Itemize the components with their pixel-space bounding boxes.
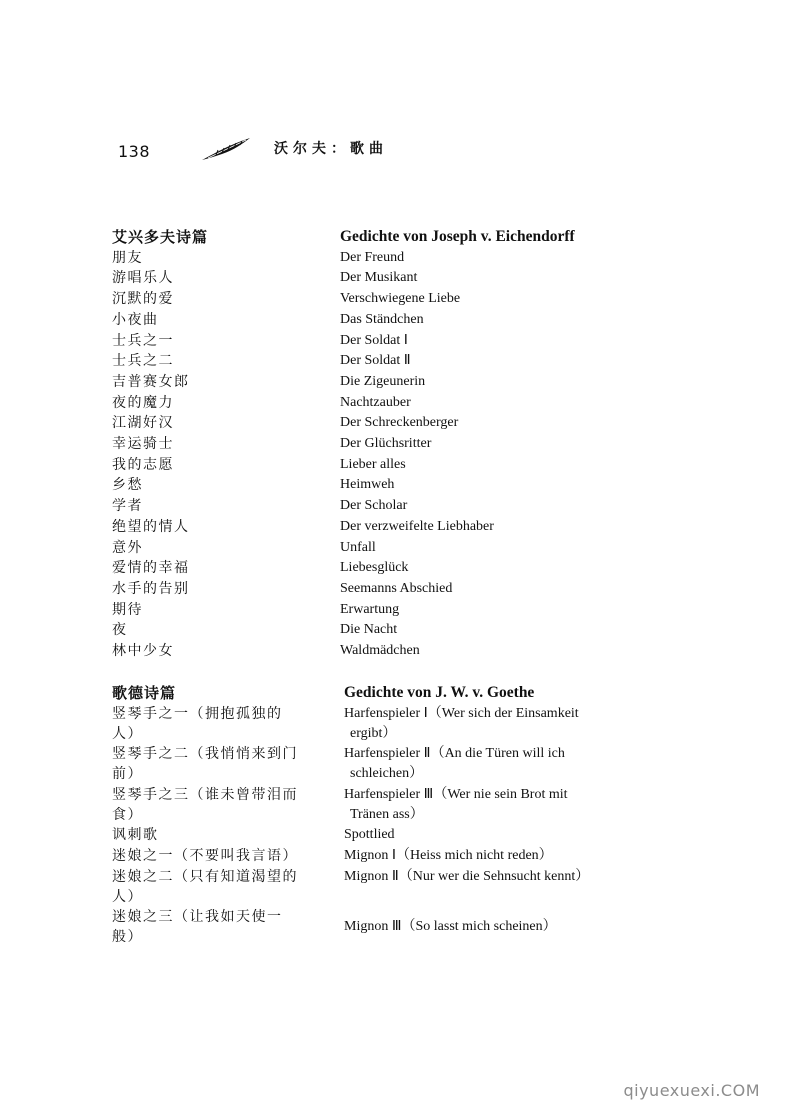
heading-chinese: 艾兴多夫诗篇: [112, 228, 209, 246]
title-chinese: [112, 907, 328, 947]
title-german: Waldmädchen: [340, 643, 420, 659]
title-chinese: 士兵之二: [112, 353, 174, 370]
heading-german: Gedichte von Joseph v. Eichendorff: [340, 228, 575, 245]
list-item: [112, 268, 672, 289]
title-german: Der Glüchsritter: [340, 436, 432, 452]
list-item: [112, 413, 672, 434]
heading-chinese: 歌德诗篇: [112, 684, 177, 702]
title-german-line: Tränen ass）: [350, 806, 424, 822]
title-chinese: 士兵之一: [112, 332, 174, 349]
list-item: [112, 825, 672, 845]
heading-german: Gedichte von J. W. v. Goethe: [344, 684, 535, 701]
title-chinese: 幸运骑士: [112, 436, 174, 453]
title-german-line: schleichen）: [350, 766, 424, 782]
title-chinese: 吉普赛女郎: [112, 373, 190, 390]
title-german: Erwartung: [340, 601, 400, 617]
title-chinese: 小夜曲: [112, 311, 159, 328]
section-heading: [112, 683, 672, 703]
title-german: Mignon Ⅰ（Heiss mich nicht reden）: [344, 847, 553, 863]
list-item: [112, 704, 672, 744]
title-german: Spottlied: [344, 827, 395, 843]
title-german-line: Mignon Ⅲ（So lasst mich scheinen）: [344, 919, 557, 935]
title-chinese: 江湖好汉: [112, 415, 174, 432]
title-chinese: 爱情的幸福: [112, 560, 190, 577]
title-german-line: Harfenspieler Ⅱ（An die Türen will ich: [344, 746, 565, 762]
title-chinese: 意外: [112, 539, 143, 556]
list-item: [112, 289, 672, 310]
list-item: [112, 310, 672, 331]
title-chinese: 游唱乐人: [112, 270, 174, 287]
list-item: [112, 393, 672, 414]
title-chinese: 迷娘之一（不要叫我言语）: [112, 847, 298, 864]
title-chinese: 夜: [112, 622, 128, 639]
list-item: [112, 641, 672, 662]
page-header: [118, 136, 438, 166]
list-item: [112, 351, 672, 372]
list-item: [112, 496, 672, 517]
title-german: Die Zigeunerin: [340, 373, 426, 389]
page-number: 138: [118, 142, 151, 161]
title-german: [344, 907, 644, 937]
list-item: [112, 600, 672, 621]
title-german: Nachtzauber: [340, 394, 411, 410]
title-chinese-line: 竖琴手之一（拥抱孤独的: [112, 705, 283, 722]
title-chinese: 我的志愿: [112, 456, 174, 473]
title-chinese: [112, 704, 328, 744]
quill-icon: [200, 136, 252, 162]
title-german: Der Scholar: [340, 498, 408, 514]
title-german: Verschwiegene Liebe: [340, 291, 461, 307]
title-chinese-line: 前）: [112, 766, 143, 783]
title-chinese: [112, 744, 328, 784]
list-item: [112, 785, 672, 825]
list-item: [112, 620, 672, 641]
list-item: [112, 248, 672, 269]
title-chinese-line: 迷娘之二（只有知道渴望的: [112, 868, 298, 885]
running-title: 沃尔夫：歌曲: [274, 141, 388, 157]
title-german: Der Soldat Ⅰ: [340, 332, 408, 348]
title-chinese-line: 竖琴手之三（谁未曾带泪而: [112, 786, 298, 803]
title-chinese: 夜的魔力: [112, 394, 174, 411]
title-chinese-line: 食）: [112, 806, 143, 823]
title-chinese: 水手的告别: [112, 580, 190, 597]
list-item: [112, 331, 672, 352]
list-item: [112, 579, 672, 600]
title-german: Der Musikant: [340, 270, 418, 286]
list-item: [112, 455, 672, 476]
title-german: Unfall: [340, 539, 376, 555]
section-goethe: [112, 683, 672, 948]
watermark: qiyuexuexi.COM: [623, 1081, 760, 1100]
title-chinese: [112, 785, 328, 825]
list-item: [112, 538, 672, 559]
title-german-line: ergibt）: [350, 725, 397, 741]
title-german: Seemanns Abschied: [340, 580, 453, 596]
title-chinese: 林中少女: [112, 643, 174, 660]
title-german: Der Schreckenberger: [340, 415, 459, 431]
title-chinese: [112, 867, 328, 907]
title-chinese: 乡愁: [112, 477, 143, 494]
title-german-line: Harfenspieler Ⅲ（Wer nie sein Brot mit: [344, 786, 568, 802]
list-item: [112, 558, 672, 579]
title-german: Liebesglück: [340, 560, 409, 576]
title-chinese: 沉默的爱: [112, 291, 174, 308]
list-item: [112, 846, 672, 866]
title-german-line: Harfenspieler Ⅰ（Wer sich der Einsamkeit: [344, 705, 579, 721]
title-german: Heimweh: [340, 477, 395, 493]
title-chinese-line: 迷娘之三（让我如天使一: [112, 909, 283, 926]
title-german: Mignon Ⅱ（Nur wer die Sehnsucht kennt）: [344, 868, 590, 884]
list-item: [112, 867, 672, 907]
title-chinese-line: 竖琴手之二（我悄悄来到门: [112, 746, 298, 763]
title-chinese-line: 人）: [112, 888, 143, 905]
title-german: [344, 785, 644, 825]
section-heading: [112, 227, 672, 248]
section-eichendorff: [112, 227, 672, 662]
title-german: [344, 744, 644, 784]
list-item: [112, 744, 672, 784]
title-chinese: 讽刺歌: [112, 827, 159, 844]
title-german: Der Soldat Ⅱ: [340, 353, 411, 369]
title-german: Lieber alles: [340, 456, 406, 472]
title-german: [344, 704, 644, 744]
list-item: [112, 517, 672, 538]
list-item: [112, 907, 672, 947]
title-german: Die Nacht: [340, 622, 398, 638]
title-chinese: 绝望的情人: [112, 518, 190, 535]
title-chinese: 学者: [112, 498, 143, 515]
list-item: [112, 475, 672, 496]
title-german: Der verzweifelte Liebhaber: [340, 518, 494, 534]
list-item: [112, 372, 672, 393]
title-german: Das Ständchen: [340, 311, 424, 327]
list-item: [112, 434, 672, 455]
title-chinese-line: 人）: [112, 725, 143, 742]
title-german: Der Freund: [340, 249, 405, 265]
title-chinese: 期待: [112, 601, 143, 618]
title-chinese-line: 般）: [112, 929, 143, 946]
title-chinese: 朋友: [112, 249, 143, 266]
